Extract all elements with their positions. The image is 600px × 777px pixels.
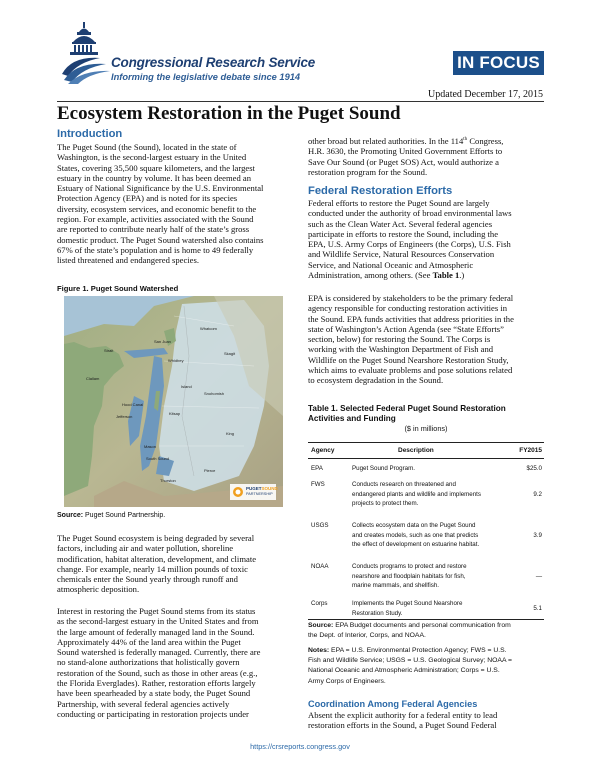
desc-line: projects to protect them. xyxy=(352,500,419,508)
column-header: FY2015 xyxy=(519,447,542,454)
psp-logo-sub: PARTNERSHIP xyxy=(246,492,273,496)
table-row xyxy=(308,520,544,561)
text-line: the Florida Everglades). Rather, restoration efforts largely xyxy=(57,678,256,689)
table-row xyxy=(308,561,544,598)
map-label: Pierce xyxy=(204,468,216,473)
map-label: Kitsap xyxy=(169,411,181,416)
agency-cell: USGS xyxy=(311,522,329,529)
desc-line: the effect of development on estuarine habitat. xyxy=(352,541,480,549)
table-title-line: Table 1. Selected Federal Puget Sound Restoration xyxy=(308,404,506,413)
funding-cell: 3.9 xyxy=(533,532,542,539)
map-label: King xyxy=(226,431,235,436)
federal-paragraph xyxy=(308,198,544,280)
federal-heading: Federal Restoration Efforts xyxy=(308,185,453,197)
text-line: the large amount of federally managed land in the Sound. xyxy=(57,626,255,637)
text-line: Washington, is the second-largest estuary in the United xyxy=(57,152,247,163)
text-line: working with the Washington Department of Fish and xyxy=(308,344,494,355)
text-line: and Wildlife Service, Natural Resources Conservation xyxy=(308,249,495,260)
text-line: the Sound. EPA funds activities that address priorities in the xyxy=(308,313,514,324)
text-line: to ecosystem degradation in the Sound. xyxy=(308,375,444,386)
map-label: Snohomish xyxy=(204,391,225,396)
text-line: modification, habitat alteration, development, and climate xyxy=(57,553,257,564)
title-rule xyxy=(57,101,544,102)
table-title-line: Activities and Funding xyxy=(308,414,396,423)
text-fragment: other broad but related authorities. In the 114 xyxy=(308,136,464,146)
text-line: listed threatened and endangered species. xyxy=(57,255,199,266)
text-line: EPA, U.S. Army Corps of Engineers (the Corps), U.S. Fish xyxy=(308,239,511,250)
in-focus-badge: IN FOCUS xyxy=(453,51,544,75)
text-line: which aims to evaluate problems and pose solutions related xyxy=(308,365,513,376)
funding-cell: 5.1 xyxy=(533,605,542,612)
text-fragment: .) xyxy=(459,270,465,281)
notes-label: Notes: xyxy=(308,647,330,654)
logo-word: PUGET xyxy=(246,486,262,491)
text-fragment: EPA Budget documents and personal communication from xyxy=(335,622,511,629)
epa-paragraph xyxy=(308,293,544,386)
text-line xyxy=(308,646,544,656)
psp-logo-text xyxy=(246,486,278,491)
agency-cell: NOAA xyxy=(311,563,329,570)
source-label: Source: xyxy=(57,512,84,519)
text-line xyxy=(308,136,544,146)
map-label: Whidbey xyxy=(168,358,184,363)
text-line: Interest in restoring the Puget Sound stems from its status xyxy=(57,606,256,616)
funding-cell: — xyxy=(535,573,542,580)
figure-caption: Figure 1. Puget Sound Watershed xyxy=(57,284,179,293)
text-line: Absent the explicit authority for a federal entity to lead xyxy=(308,710,498,720)
text-line: Federal efforts to restore the Puget Sound are largely xyxy=(308,198,490,208)
description-cell xyxy=(352,521,507,550)
desc-line: nearshore and floodplain habitats for fish, xyxy=(352,572,466,580)
text-line: The Puget Sound ecosystem is being degraded by several xyxy=(57,533,255,543)
intro-heading: Introduction xyxy=(57,128,123,140)
logo-word: SOUND xyxy=(261,486,278,491)
map-label: Island xyxy=(181,384,192,389)
text-line: no stand-alone authorizations that holistically govern xyxy=(57,657,240,668)
text-line: factors, including air and water pollution, shoreline xyxy=(57,543,234,554)
text-line: domestic product. The Puget Sound watershed also contains xyxy=(57,234,264,245)
table-bottom-rule xyxy=(308,619,544,620)
text-fragment: EPA = U.S. Environmental Protection Agency; FWS = U.S. xyxy=(329,647,507,654)
interest-paragraph xyxy=(57,606,290,719)
table-subtitle: ($ in millions) xyxy=(404,424,448,433)
text-line: Protection Agency (EPA) and is noted for its species xyxy=(57,193,238,204)
table-header xyxy=(308,442,544,459)
watershed-map xyxy=(64,296,283,507)
text-line: Partnership, with several federal agencies actively xyxy=(57,698,230,709)
map-label: South Sound xyxy=(146,456,170,461)
text-line: participate in efforts to restore the Sound, including the xyxy=(308,228,499,239)
text-line: such as the Clean Water Act. Several federal agencies xyxy=(308,218,493,229)
text-line: Save Our Sound (or Puget SOS) Act, would authorize a xyxy=(308,156,499,167)
column-header: Agency xyxy=(311,447,335,454)
description-cell xyxy=(352,464,507,474)
map-label: Clallam xyxy=(86,376,100,381)
column-header: Description xyxy=(398,447,434,454)
superscript: th xyxy=(463,137,468,143)
text-line: state of Washington’s Action Agenda (see “State Efforts” xyxy=(308,323,504,334)
desc-line: Conducts programs to protect and restore xyxy=(352,563,467,570)
text-line: EPA is considered by stakeholders to be the primary federal xyxy=(308,293,514,303)
desc-line: Implements the Puget Sound Nearshore xyxy=(352,600,463,607)
description-cell xyxy=(352,599,507,618)
text-line: Fish and Wildlife Service; USGS = U.S. Geological Survey; NOAA = xyxy=(308,657,512,665)
text-line: atmospheric deposition. xyxy=(57,584,140,595)
text-line: the Dept. of Interior, Corps, and NOAA. xyxy=(308,632,426,640)
text-line: conducting or participating in restoration projects under xyxy=(57,708,249,719)
description-cell xyxy=(352,480,507,509)
text-line: Approximately 44% of the land area within the Puget xyxy=(57,636,241,647)
crs-logo-icon xyxy=(60,22,110,84)
text-line: Estuary of National Significance by the U.S. Environmental xyxy=(57,183,264,194)
figure-source xyxy=(57,512,165,519)
text-fragment: Administration, among others. (See xyxy=(308,270,433,281)
map-label: Jefferson xyxy=(116,414,133,419)
desc-line: marine mammals, and shellfish. xyxy=(352,582,439,590)
map-label: Hood Canal xyxy=(122,402,144,407)
table-row xyxy=(308,479,544,520)
funding-table xyxy=(308,442,544,624)
text-line: Service, and National Oceanic and Atmospheric xyxy=(308,259,474,270)
text-line: conducted under the authority of broad environmental laws xyxy=(308,208,512,219)
text-line: region. For example, activities associated with the Sound xyxy=(57,214,254,225)
map-label: Strait xyxy=(104,348,114,353)
text-line: as the second-largest estuary in the United States and from xyxy=(57,616,259,627)
footer-link[interactable]: https://crsreports.congress.gov xyxy=(250,742,350,751)
desc-line: endangered plants and wildlife and implements xyxy=(352,490,481,498)
text-line: agency responsible for conducting restoration activities in xyxy=(308,303,508,314)
org-tagline: Informing the legislative debate since 1914 xyxy=(111,72,301,82)
text-fragment: Congress, xyxy=(467,136,504,146)
map-label: Whatcom xyxy=(200,326,217,331)
table-reference: Table 1 xyxy=(432,270,460,281)
table-title xyxy=(308,404,544,433)
text-line: 67% of the state’s population and is home to 49 federally xyxy=(57,244,254,255)
coordination-paragraph xyxy=(308,710,544,731)
agency-cell: Corps xyxy=(311,600,328,607)
map-label: Skagit xyxy=(224,351,236,356)
map-label: Mason xyxy=(144,444,157,449)
text-line: change. For example, nearly 14 million pounds of toxic xyxy=(57,563,248,574)
source-text: Puget Sound Partnership. xyxy=(85,512,166,519)
desc-line: Conducts research on threatened and xyxy=(352,481,456,488)
description-cell xyxy=(352,562,507,591)
intro-paragraph xyxy=(57,142,290,266)
text-line: estuary in the country by volume. It has been deemed an xyxy=(57,172,252,183)
text-line: The Puget Sound (the Sound), located in the state of xyxy=(57,142,237,152)
text-line: National Oceanic and Atmospheric Administration; Corps = U.S. xyxy=(308,667,500,675)
desc-line: Restoration Study. xyxy=(352,609,403,617)
text-line: section, below) for restoring the Sound. The Corps is xyxy=(308,334,491,345)
table-source xyxy=(308,621,544,641)
map-label: Thurston xyxy=(160,478,176,483)
org-name: Congressional Research Service xyxy=(111,55,316,70)
desc-line: and creates models, such as one that predicts xyxy=(352,531,479,539)
agency-cell: EPA xyxy=(311,465,323,472)
text-line: restoration efforts in the Sound, a Puget Sound Federal xyxy=(308,720,497,731)
text-line: have been spearheaded by a state body, the Puget Sound xyxy=(57,688,251,699)
text-line: are reported to contribute nearly half of the state’s gross xyxy=(57,224,250,235)
continued-paragraph xyxy=(308,136,544,177)
text-line: restoration of the Sound, such as those in other areas (e.g., xyxy=(57,667,258,678)
agency-cell: FWS xyxy=(311,481,325,488)
text-line: chemicals enter the Sound yearly through runoff and xyxy=(57,574,238,585)
funding-cell: 9.2 xyxy=(533,491,542,498)
text-line: restoration program for the Sound. xyxy=(308,166,428,177)
table-row xyxy=(308,459,544,479)
text-line: Wildlife on the Puget Sound Nearshore Restoration Study, xyxy=(308,354,509,365)
page-title: Ecosystem Restoration in the Puget Sound xyxy=(57,103,401,124)
funding-cell: $25.0 xyxy=(526,465,542,472)
desc-line: Puget Sound Program. xyxy=(352,465,415,472)
text-line: States, covering 35,500 square kilometers, and the largest xyxy=(57,162,255,173)
source-label: Source: xyxy=(308,622,334,629)
text-line xyxy=(308,270,544,280)
text-line: Sound watershed is federally managed. Currently, there are xyxy=(57,647,261,658)
table-notes xyxy=(308,646,544,687)
text-line: H.R. 3630, the Promoting United Government Efforts to xyxy=(308,146,503,157)
coordination-heading: Coordination Among Federal Agencies xyxy=(308,699,478,709)
text-line xyxy=(308,621,544,631)
degradation-paragraph xyxy=(57,533,290,595)
text-line: Army Corps of Engineers. xyxy=(308,677,386,685)
updated-date: Updated December 17, 2015 xyxy=(428,89,543,100)
text-line: diversity, ecosystem services, and economic benefit to the xyxy=(57,203,257,214)
map-label: San Juan xyxy=(154,339,171,344)
desc-line: Collects ecosystem data on the Puget Sound xyxy=(352,522,476,529)
